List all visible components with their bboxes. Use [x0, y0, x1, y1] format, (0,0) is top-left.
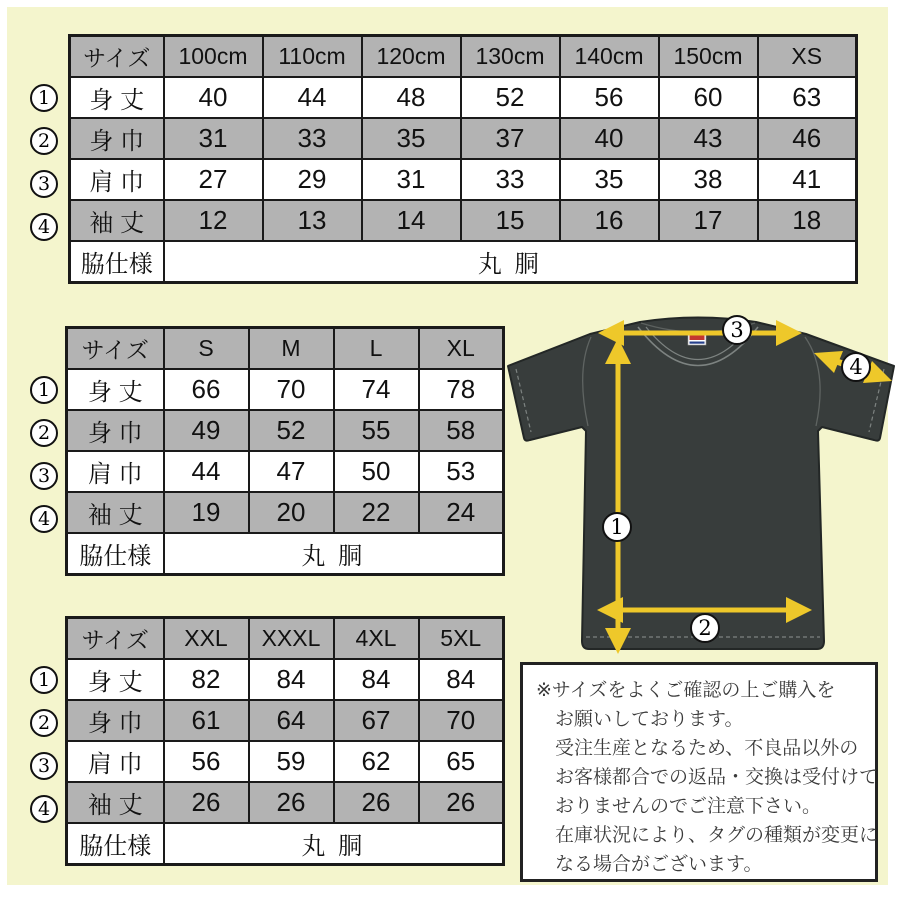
measurement-value: 70: [419, 700, 504, 741]
row-marker-4: 4: [30, 795, 58, 823]
notice-line: おりませんのでご注意下さい。: [555, 796, 822, 817]
measurement-value: 61: [164, 700, 249, 741]
column-header: 150cm: [659, 36, 758, 78]
measurement-value: 55: [334, 410, 419, 451]
header-row: [67, 328, 504, 370]
column-header: XXXL: [249, 618, 334, 660]
measurement-value: 70: [249, 369, 334, 410]
row-marker-3: 3: [30, 752, 58, 780]
row-marker-1: 1: [30, 376, 58, 404]
measurement-value: 65: [419, 741, 504, 782]
measurement-value: 44: [164, 451, 249, 492]
header-row: [67, 618, 504, 660]
notice-box: [520, 662, 878, 882]
table-row: [70, 159, 857, 200]
measurement-value: 82: [164, 659, 249, 700]
measurement-value: 33: [461, 159, 560, 200]
column-header: XS: [758, 36, 857, 78]
measurement-value: 84: [419, 659, 504, 700]
size-table-s-xl: [65, 326, 505, 576]
measurement-value: 15: [461, 200, 560, 241]
row-label: 身 巾: [70, 118, 164, 159]
notice-line: なる場合がございます。: [555, 854, 763, 875]
measurement-value: 31: [164, 118, 263, 159]
row-label: 身 丈: [67, 369, 164, 410]
row-marker-1: 1: [30, 84, 58, 112]
footer-row: [70, 241, 857, 283]
column-header: M: [249, 328, 334, 370]
measurement-value: 37: [461, 118, 560, 159]
shirt-marker-3: 3: [722, 315, 752, 345]
measurement-value: 31: [362, 159, 461, 200]
table-row: [67, 492, 504, 533]
column-header: S: [164, 328, 249, 370]
measurement-value: 40: [560, 118, 659, 159]
column-header: L: [334, 328, 419, 370]
row-marker-2: 2: [30, 127, 58, 155]
row-label: 袖 丈: [67, 782, 164, 823]
table-row: [67, 700, 504, 741]
row-label: 身 巾: [67, 410, 164, 451]
row-label: 肩 巾: [67, 451, 164, 492]
measurement-value: 63: [758, 77, 857, 118]
row-label: 袖 丈: [67, 492, 164, 533]
measurement-value: 22: [334, 492, 419, 533]
row-marker-3: 3: [30, 170, 58, 198]
measurement-value: 50: [334, 451, 419, 492]
column-header: 130cm: [461, 36, 560, 78]
measurement-value: 56: [164, 741, 249, 782]
column-header: サイズ: [67, 328, 164, 370]
notice-line: お願いしております。: [555, 709, 744, 730]
measurement-value: 17: [659, 200, 758, 241]
measurement-value: 64: [249, 700, 334, 741]
shirt-marker-4: 4: [841, 352, 871, 382]
column-header: サイズ: [67, 618, 164, 660]
table-row: [67, 451, 504, 492]
measurement-value: 26: [164, 782, 249, 823]
measurement-value: 20: [249, 492, 334, 533]
row-marker-4: 4: [30, 213, 58, 241]
measurement-value: 74: [334, 369, 419, 410]
column-header: 5XL: [419, 618, 504, 660]
row-marker-2: 2: [30, 709, 58, 737]
footer-row: [67, 533, 504, 575]
measurement-value: 16: [560, 200, 659, 241]
table-row: [70, 200, 857, 241]
column-header: サイズ: [70, 36, 164, 78]
table-row: [67, 410, 504, 451]
measurement-value: 49: [164, 410, 249, 451]
row-label: 脇仕様: [70, 241, 164, 283]
shirt-marker-1: 1: [602, 512, 632, 542]
row-marker-3: 3: [30, 462, 58, 490]
measurement-value: 47: [249, 451, 334, 492]
size-table-xxl-5xl: [65, 616, 505, 866]
measurement-value: 12: [164, 200, 263, 241]
row-label: 身 丈: [67, 659, 164, 700]
measurement-value: 13: [263, 200, 362, 241]
measurement-value: 40: [164, 77, 263, 118]
row-label: 身 巾: [67, 700, 164, 741]
measurement-value: 24: [419, 492, 504, 533]
side-spec-value: 丸 胴: [164, 533, 504, 575]
measurement-value: 26: [249, 782, 334, 823]
table-row: [70, 77, 857, 118]
tshirt-diagram: [500, 308, 900, 660]
side-spec-value: 丸 胴: [164, 823, 504, 865]
notice-line: お客様都合での返品・交換は受付けて: [555, 767, 879, 788]
measurement-value: 26: [334, 782, 419, 823]
measurement-value: 38: [659, 159, 758, 200]
table-row: [67, 659, 504, 700]
shirt-marker-2: 2: [690, 613, 720, 643]
table-row: [67, 741, 504, 782]
measurement-value: 41: [758, 159, 857, 200]
column-header: 110cm: [263, 36, 362, 78]
row-marker-4: 4: [30, 505, 58, 533]
column-header: 140cm: [560, 36, 659, 78]
measurement-value: 66: [164, 369, 249, 410]
measurement-value: 27: [164, 159, 263, 200]
notice-line: 在庫状況により、タグの種類が変更に: [555, 825, 879, 846]
row-label: 脇仕様: [67, 533, 164, 575]
measurement-value: 29: [263, 159, 362, 200]
measurement-value: 52: [249, 410, 334, 451]
column-header: XL: [419, 328, 504, 370]
measurement-value: 44: [263, 77, 362, 118]
column-header: 4XL: [334, 618, 419, 660]
measurement-value: 14: [362, 200, 461, 241]
measurement-value: 84: [334, 659, 419, 700]
row-label: 肩 巾: [70, 159, 164, 200]
table-row: [67, 782, 504, 823]
measurement-value: 19: [164, 492, 249, 533]
table-row: [67, 369, 504, 410]
measurement-value: 62: [334, 741, 419, 782]
footer-row: [67, 823, 504, 865]
row-label: 袖 丈: [70, 200, 164, 241]
measurement-value: 18: [758, 200, 857, 241]
measurement-value: 26: [419, 782, 504, 823]
column-header: 100cm: [164, 36, 263, 78]
measurement-value: 46: [758, 118, 857, 159]
measurement-value: 35: [560, 159, 659, 200]
measurement-value: 59: [249, 741, 334, 782]
row-label: 身 丈: [70, 77, 164, 118]
measurement-value: 58: [419, 410, 504, 451]
side-spec-value: 丸 胴: [164, 241, 857, 283]
table-row: [70, 118, 857, 159]
measurement-value: 43: [659, 118, 758, 159]
notice-line: ※サイズをよくご確認の上ご購入を: [536, 680, 836, 701]
measurement-value: 33: [263, 118, 362, 159]
measurement-value: 52: [461, 77, 560, 118]
column-header: XXL: [164, 618, 249, 660]
row-label: 脇仕様: [67, 823, 164, 865]
measurement-value: 48: [362, 77, 461, 118]
row-marker-1: 1: [30, 666, 58, 694]
measurement-value: 67: [334, 700, 419, 741]
size-table-kids-xs: [68, 34, 858, 284]
measurement-value: 53: [419, 451, 504, 492]
measurement-value: 35: [362, 118, 461, 159]
header-row: [70, 36, 857, 78]
measurement-value: 56: [560, 77, 659, 118]
measurement-value: 84: [249, 659, 334, 700]
row-label: 肩 巾: [67, 741, 164, 782]
measurement-value: 78: [419, 369, 504, 410]
notice-line: 受注生産となるため、不良品以外の: [555, 738, 859, 759]
measurement-value: 60: [659, 77, 758, 118]
column-header: 120cm: [362, 36, 461, 78]
row-marker-2: 2: [30, 419, 58, 447]
